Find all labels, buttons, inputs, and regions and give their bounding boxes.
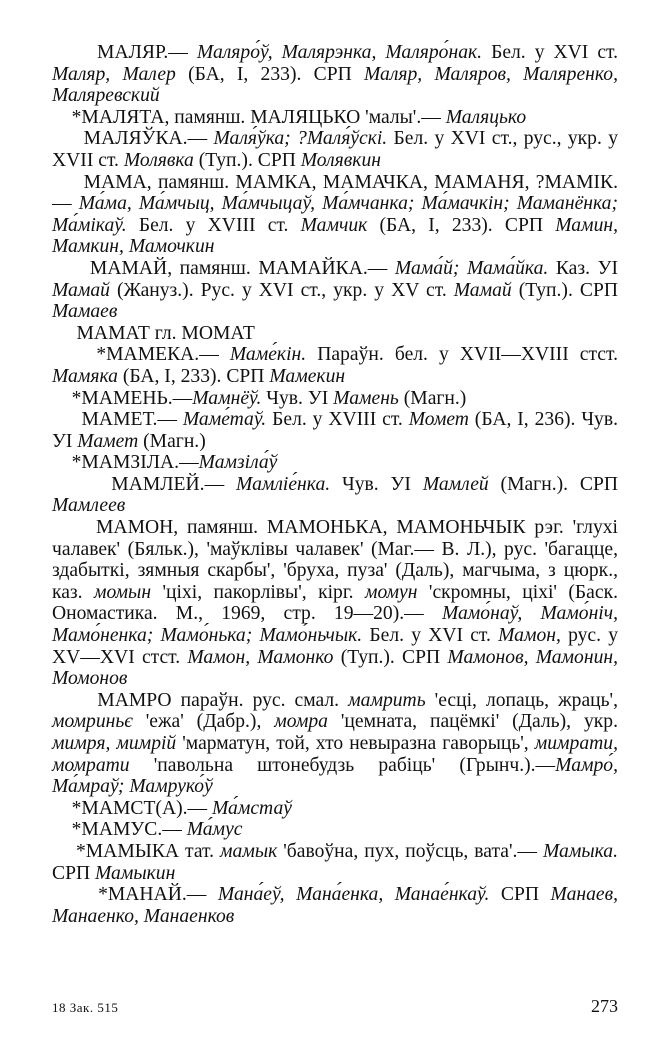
entry-text: СРП bbox=[489, 884, 551, 906]
italic-text: Мамекин bbox=[269, 365, 346, 387]
italic-text: момриньє bbox=[52, 711, 133, 733]
italic-text: Маляро́ў, Малярэнка, Маляро́нак. bbox=[196, 42, 483, 63]
entry-text: 'ежа' (Дабр.), bbox=[132, 711, 275, 733]
entry-text: (Магн.) bbox=[398, 387, 467, 409]
italic-text: Мана́еў, Мана́енка, Манае́нкаў. bbox=[217, 884, 490, 906]
italic-text: Мамень bbox=[333, 387, 399, 409]
entry-text: 'цемната, пацёмкі' (Даль), укр. bbox=[327, 711, 618, 733]
italic-text: Ма́мстаў bbox=[212, 797, 292, 819]
italic-text: Маляр, Малер bbox=[52, 63, 176, 85]
entry-text: 'марматун, той, хто невыразна гаворыць', bbox=[176, 733, 535, 754]
italic-text: Молявка bbox=[123, 149, 194, 171]
italic-text: Мамыкин bbox=[95, 862, 176, 884]
entry-text: (БА, І, 236). Чув. УІ bbox=[52, 409, 618, 452]
italic-text: Мамай bbox=[52, 279, 110, 301]
entry-text: Параўн. бел. у XVII—XVIII стст. bbox=[306, 344, 618, 366]
dictionary-entry bbox=[52, 517, 618, 690]
dictionary-entry bbox=[52, 474, 618, 517]
entry-text: МАЛЯР.— bbox=[52, 42, 197, 63]
italic-text: Мамро́, Ма́мраў; Мамруко́ў bbox=[52, 754, 618, 798]
entry-text: *МАМЕКА.— bbox=[52, 344, 230, 366]
dictionary-entry bbox=[52, 128, 618, 171]
italic-text: Момет bbox=[408, 409, 469, 431]
entry-text: Бел. у XVI ст., рус., укр. у XVII ст. bbox=[52, 128, 618, 171]
dictionary-entry bbox=[52, 452, 618, 474]
entry-text: *МАМСТ(А).— bbox=[52, 797, 213, 819]
dictionary-entry bbox=[52, 323, 618, 345]
entries-column bbox=[52, 42, 618, 927]
italic-text: Мамлей bbox=[422, 473, 489, 495]
italic-text: Мамай bbox=[453, 279, 512, 301]
dictionary-entry bbox=[52, 884, 618, 927]
italic-text: Мамыка. bbox=[543, 840, 619, 862]
italic-text: Мамаев bbox=[52, 301, 118, 323]
italic-text: Мамо́наў, Мамо́ніч, Мамо́ненка; Мамо́нька; Мамо́ньчык. bbox=[52, 603, 618, 647]
entry-text: *МАМУС.— bbox=[52, 819, 187, 841]
italic-text: Мама́й; Мама́йка. bbox=[394, 257, 549, 279]
entry-text: МАМА, памянш. МАМКА, МАМАЧКА, МАМАНЯ, ?МАМІК.— bbox=[52, 171, 618, 215]
dictionary-entry bbox=[52, 819, 618, 841]
entry-text: 'ціхі, пакорлівы', кірг. bbox=[151, 581, 365, 603]
italic-text: Ма́мус bbox=[186, 819, 243, 841]
entry-text: *МАЛЯТА, памянш. МАЛЯЦЬКО 'малы'.— bbox=[52, 106, 446, 128]
entry-text: МАМРО параўн. рус. смал. bbox=[52, 689, 349, 711]
entry-text: 'бавоўна, пух, поўсць, вата'.— bbox=[277, 840, 544, 862]
entry-text: (Туп.). СРП bbox=[511, 279, 618, 301]
dictionary-entry bbox=[52, 690, 618, 798]
printer-signature: 18 Зак. 515 bbox=[52, 1000, 119, 1015]
entry-text: СРП bbox=[52, 862, 96, 884]
dictionary-entry bbox=[52, 388, 618, 410]
dictionary-entry bbox=[52, 107, 618, 129]
entry-text: (Магн.). СРП bbox=[488, 473, 618, 495]
italic-text: Маме́кін. bbox=[229, 344, 307, 366]
entry-text: МАМОН, памянш. МАМОНЬКА, МАМОНЬЧЫК рэг. 'глухі чалавек' (Бяльк.), 'маўклівы чалавек' (Маг.— В. Л.), рус. 'багацце, здабыткі, зямныя скарбы', 'бруха, пуза' (Даль), магчыма, з цюрк., каз. bbox=[52, 517, 618, 603]
italic-text: мимря, мимрій bbox=[52, 733, 177, 754]
italic-text: момын bbox=[94, 581, 152, 603]
entry-text: МАМАТ гл. МОМАТ bbox=[52, 322, 255, 344]
dictionary-entry bbox=[52, 258, 618, 323]
entry-text: Бел. у XVI ст. bbox=[362, 625, 499, 647]
entry-text: МАМЕТ.— bbox=[52, 409, 183, 431]
dictionary-entry bbox=[52, 42, 618, 107]
italic-text: Мамон, bbox=[498, 625, 561, 647]
italic-text: Мамчик bbox=[300, 214, 368, 236]
italic-text: Мамонов, Мамонин, Момонов bbox=[52, 646, 618, 690]
entry-text: (Магн.) bbox=[138, 430, 206, 452]
italic-text: Маляр, Маляров, Маляренко, Маляревский bbox=[52, 63, 619, 107]
entry-text: МАМЛЕЙ.— bbox=[52, 473, 237, 495]
entry-text: рус. у XV—XVI стст. bbox=[52, 625, 618, 668]
entry-text: *МАМЫКА тат. bbox=[52, 840, 221, 862]
italic-text: Мамет bbox=[77, 430, 139, 452]
italic-text: Манаев, Манаенко, Манаенков bbox=[52, 884, 618, 927]
entry-text: (БА, І, 233). СРП bbox=[117, 365, 270, 387]
italic-text: Мамнёў. bbox=[192, 387, 262, 409]
entry-text: Чув. УІ bbox=[261, 387, 334, 409]
italic-text: Мамяка bbox=[52, 365, 118, 387]
entry-text: (БА, І, 233). СРП bbox=[175, 63, 364, 85]
italic-text: Мамлеев bbox=[52, 495, 126, 517]
entry-text: Бел. у XVIII ст. bbox=[266, 409, 409, 431]
italic-text: Мамин, Мамкин, Мамочкин bbox=[52, 214, 618, 258]
italic-text: Мамон, Мамонко bbox=[187, 646, 334, 668]
dictionary-entry bbox=[52, 841, 618, 884]
dictionary-entry bbox=[52, 172, 618, 258]
entry-text: *МАМЗІЛА.— bbox=[52, 452, 199, 474]
entry-text: Бел. у XVI ст. bbox=[482, 42, 619, 63]
page-number: 273 bbox=[591, 996, 618, 1016]
italic-text: момун bbox=[365, 581, 418, 603]
italic-text: Маля́ўка; ?Маля́ўскі. bbox=[213, 128, 388, 150]
italic-text: мамык bbox=[220, 840, 278, 862]
entry-text: *МАНАЙ.— bbox=[52, 884, 218, 906]
italic-text: Маляцько bbox=[445, 106, 527, 128]
entry-text: 'павольна штонебудзь рабіць' (Грынч.).— bbox=[129, 754, 556, 776]
entry-text: *МАМЕНЬ.— bbox=[52, 387, 193, 409]
italic-text: мамрить bbox=[348, 689, 426, 711]
entry-text: Бел. у XVIII ст. bbox=[126, 214, 301, 236]
italic-text: Молявкин bbox=[300, 149, 381, 171]
italic-text: Мамліе́нка. bbox=[236, 473, 331, 495]
dictionary-entry bbox=[52, 409, 618, 452]
dictionary-entry bbox=[52, 798, 618, 820]
italic-text: Маме́таў. bbox=[182, 409, 267, 431]
entry-text: МАМАЙ, памянш. МАМАЙКА.— bbox=[52, 257, 395, 279]
italic-text: Ма́ма, Ма́мчыц, Ма́мчыцаў, Ма́мчанка; Ма́мачкін; Маманёнка; Ма́мікаў. bbox=[52, 193, 618, 236]
entry-text: (Туп.). СРП bbox=[193, 149, 301, 171]
entry-text: МАЛЯЎКА.— bbox=[52, 128, 214, 150]
italic-text: мимрати, момрати bbox=[52, 733, 618, 776]
dictionary-entry bbox=[52, 344, 618, 387]
entry-text: 'скромны, ціхі' (Баск. Ономастика. М., 1969, стр. 19—20).— bbox=[52, 581, 618, 625]
entry-text: (БА, І, 233). СРП bbox=[367, 214, 556, 236]
italic-text: Мамзіла́ў bbox=[198, 452, 278, 474]
entry-text: (Жануз.). Рус. у XVI ст., укр. у XV ст. bbox=[109, 279, 454, 301]
entry-text: 'есці, лопаць, жраць', bbox=[425, 689, 618, 711]
entry-text: Чув. УІ bbox=[330, 473, 423, 495]
italic-text: момра bbox=[274, 711, 328, 733]
entry-text: Каз. УІ bbox=[548, 257, 618, 279]
entry-text: (Туп.). СРП bbox=[333, 646, 448, 668]
